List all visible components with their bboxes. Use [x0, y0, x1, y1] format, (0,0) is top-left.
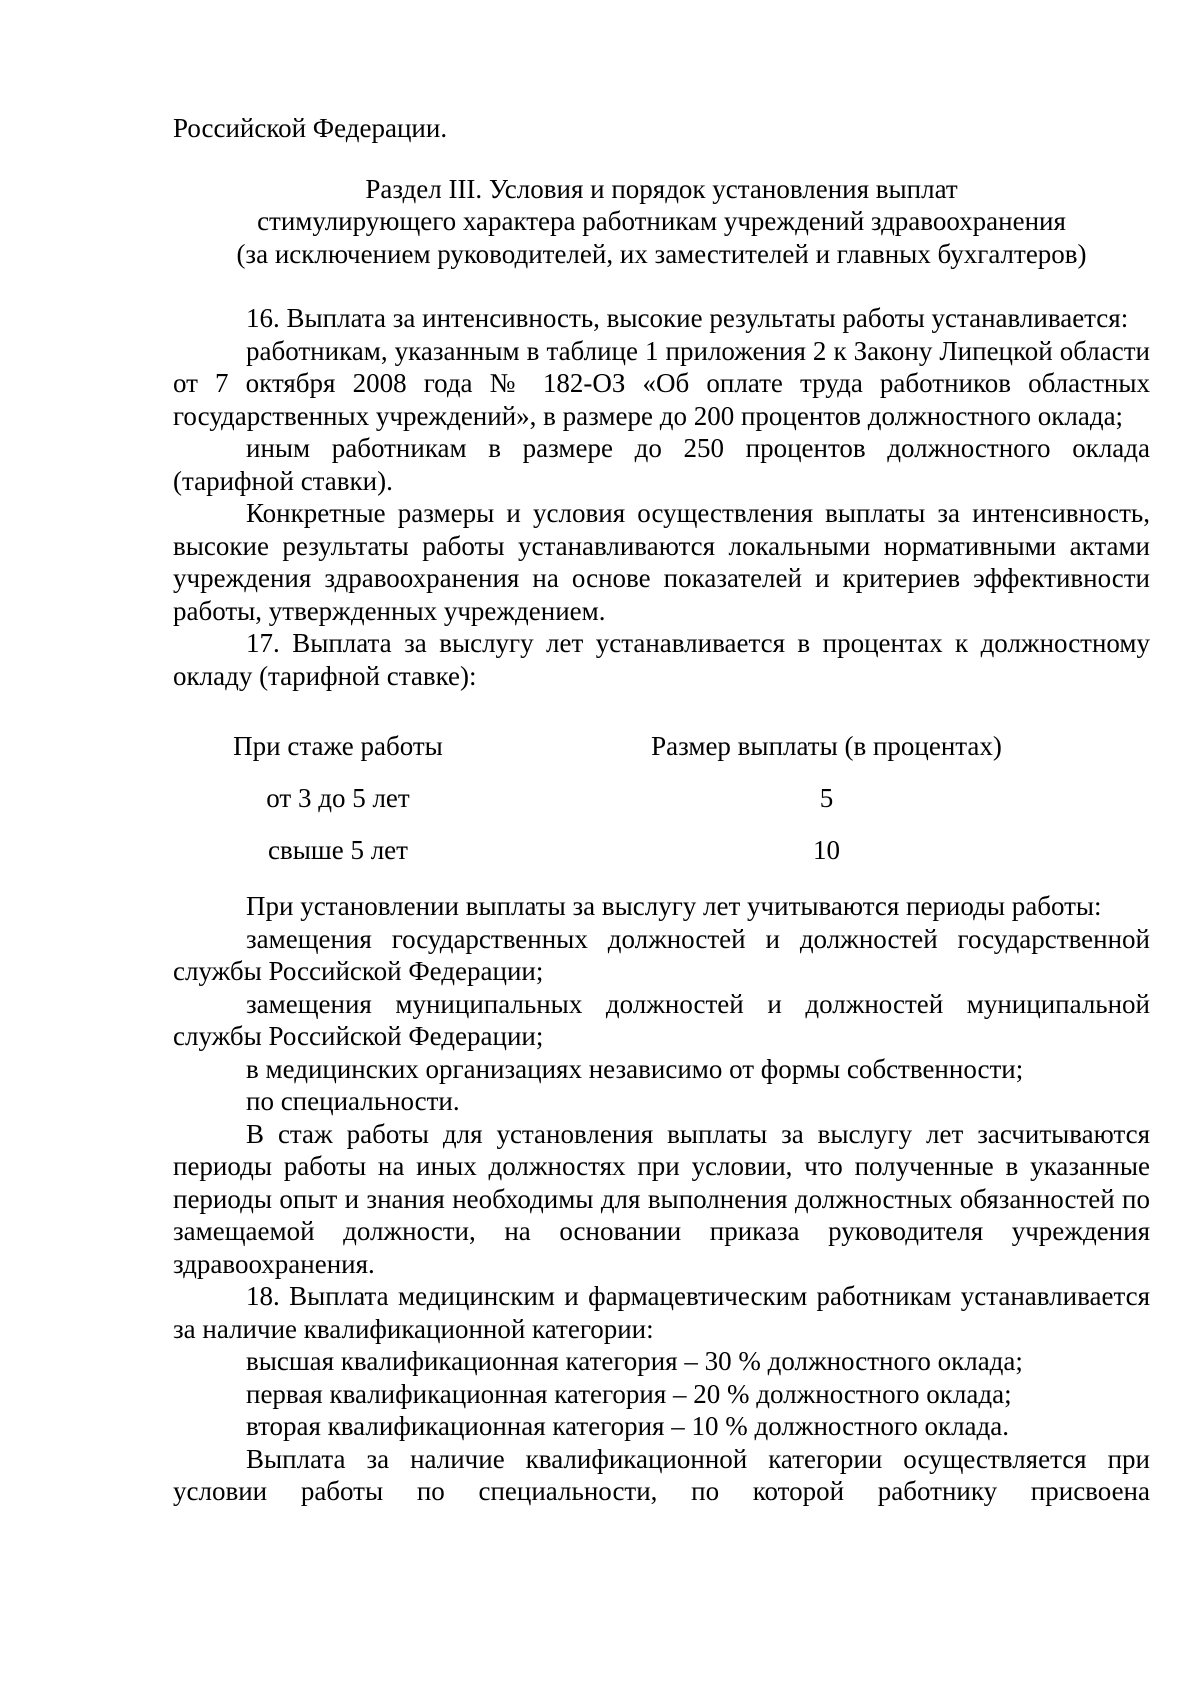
- table-row: [173, 834, 1150, 886]
- paragraph-17: 17. Выплата за выслугу лет устанавливается в процентах к должностному окладу (тарифной ставке):: [173, 628, 1150, 691]
- section-heading-line-3: (за исключением руководителей, их заместителей и главных бухгалтеров): [236, 238, 1087, 269]
- paragraph-16-c: Конкретные размеры и условия осуществления выплаты за интенсивность, высокие результаты работы устанавливаются локальными нормативными актами учреждения здравоохранения на основе показателей и критериев эффективности работы, утвержденных учреждением.: [173, 498, 1150, 626]
- table-row: [173, 782, 1150, 834]
- paragraph-17-f: В стаж работы для установления выплаты за выслугу лет засчитываются периоды работы на иных должностях при условии, что полученные в указанные периоды опыт и знания необходимы для выполнения должностных обязанностей по замещаемой должности, на основании приказа руководителя учреждения здравоохранения.: [173, 1118, 1150, 1279]
- table-header-cell: При стаже работы: [233, 731, 443, 761]
- continuation-text: Российской Федерации.: [173, 113, 448, 143]
- paragraph-18-b: первая квалификационная категория – 20 % должностного оклада;: [246, 1378, 1012, 1409]
- seniority-table: [173, 730, 1150, 886]
- table-header-row: [173, 730, 1150, 782]
- table-cell: свыше 5 лет: [268, 835, 408, 865]
- paragraph-17-d: в медицинских организациях независимо от формы собственности;: [246, 1053, 1024, 1084]
- paragraph-17-c: замещения муниципальных должностей и должностей муниципальной службы Российской Федерации;: [173, 988, 1150, 1051]
- table-cell: 5: [819, 783, 834, 813]
- paragraph-18-c: вторая квалификационная категория – 10 % должностного оклада.: [246, 1411, 1010, 1441]
- section-heading: [173, 173, 1150, 271]
- paragraph-17-e: по специальности.: [246, 1086, 460, 1116]
- section-heading-line-2: стимулирующего характера работникам учреждений здравоохранения: [257, 206, 1066, 236]
- paragraph-17-b: замещения государственных должностей и должностей государственной службы Российской Федерации;: [173, 923, 1150, 986]
- table-header-cell: Размер выплаты (в процентах): [651, 731, 1002, 761]
- paragraph-17-a: При установлении выплаты за выслугу лет учитываются периоды работы:: [246, 891, 1102, 921]
- table-cell: 10: [813, 835, 840, 865]
- paragraph-16: 16. Выплата за интенсивность, высокие результаты работы устанавливается:: [246, 303, 1129, 333]
- paragraph-18: 18. Выплата медицинским и фармацевтическим работникам устанавливается за наличие квалификационной категории:: [173, 1281, 1150, 1344]
- paragraph-18-d: Выплата за наличие квалификационной категории осуществляется при условии работы по специальности, по которой работнику присвоена: [173, 1443, 1150, 1506]
- paragraph-16-a: работникам, указанным в таблице 1 приложения 2 к Закону Липецкой области от 7 октября 2008 года № 182-ОЗ «Об оплате труда работников областных государственных учреждений», в размере до 200 процентов должностного оклада;: [173, 335, 1150, 431]
- document-page: [173, 112, 1150, 1508]
- table-cell: от 3 до 5 лет: [266, 783, 410, 813]
- section-heading-line-1: Раздел III. Условия и порядок установления выплат: [365, 173, 958, 204]
- paragraph-18-a: высшая квалификационная категория – 30 % должностного оклада;: [246, 1346, 1023, 1376]
- paragraph-16-b: иным работникам в размере до 250 процентов должностного оклада (тарифной ставки).: [173, 433, 1150, 496]
